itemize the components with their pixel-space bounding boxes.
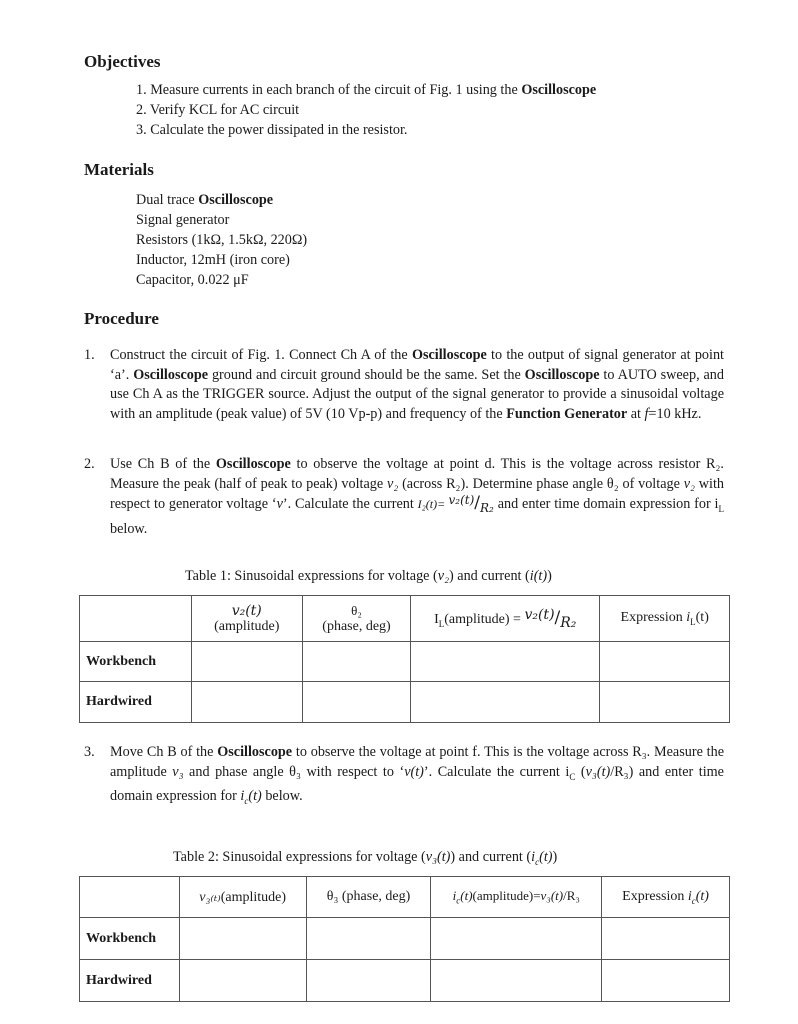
procedure-step-2	[84, 455, 724, 539]
table2-cell[interactable]	[431, 918, 602, 960]
table2-cell[interactable]	[179, 918, 306, 960]
table2-header-theta3: θ₃ (phase, deg)	[306, 877, 431, 918]
table1-header-v2: v₂(t) (amplitude)	[191, 596, 302, 642]
table1-cell[interactable]	[600, 682, 730, 723]
material-item-1: Dual trace Oscilloscope	[136, 192, 274, 208]
table2-header-row	[80, 877, 730, 918]
table1-cell[interactable]	[302, 682, 410, 723]
procedure-heading: Procedure	[84, 309, 159, 328]
table-row	[80, 960, 730, 1002]
table1-cell[interactable]	[191, 642, 302, 682]
table-row	[80, 682, 730, 723]
step-number: 2.	[84, 456, 95, 472]
material-item-4: Inductor, 12mH (iron core)	[136, 252, 290, 268]
table2-row-label-hardwired: Hardwired	[80, 960, 180, 1002]
step-number: 1.	[84, 347, 95, 363]
materials-heading: Materials	[84, 160, 154, 179]
material-item-5: Capacitor, 0.022 μF	[136, 272, 249, 288]
table2-cell[interactable]	[602, 918, 730, 960]
objective-item-3: 3. Calculate the power dissipated in the resistor.	[136, 122, 408, 138]
table1-row-label-hardwired: Hardwired	[80, 682, 192, 723]
table1-cell[interactable]	[191, 682, 302, 723]
table2-caption: Table 2: Sinusoidal expressions for voltage (v₃(t)) and current $(i_c(t))$	[173, 849, 558, 867]
table2-cell[interactable]	[431, 960, 602, 1002]
table1-header-il-amplitude: $I_L(amplitude) = v_2(t)/R_2$	[411, 596, 600, 642]
table1-cell[interactable]	[411, 682, 600, 723]
table1-header-expression: Expression $i_L(t)$	[600, 596, 730, 642]
procedure-step-3	[84, 743, 724, 811]
step-number: 3.	[84, 744, 95, 760]
table2-cell[interactable]	[179, 960, 306, 1002]
table-row	[80, 918, 730, 960]
table1-caption: Table 1: Sinusoidal expressions for voltage (v₂) and current (i(t))	[185, 568, 552, 584]
objectives-heading: Objectives	[84, 52, 161, 71]
table2	[79, 876, 730, 1002]
step-text: Move Ch B of the Oscilloscope to observe the voltage at point f. This is the voltage across R₃. Measure the amplitude v₃ and phase angle θ₃ with respect to ‘v(t)’. Calculate the current $i_C$ (v₃(t)/R₃) and enter time domain expression for $i_c(t)$ below.	[110, 744, 724, 806]
material-item-3: Resistors (1kΩ, 1.5kΩ, 220Ω)	[136, 232, 308, 248]
table2-header-expression: Expression $i_c(t)$	[602, 877, 730, 918]
table1-row-label-workbench: Workbench	[80, 642, 192, 682]
table2-cell[interactable]	[306, 960, 431, 1002]
objective-item-2: 2. Verify KCL for AC circuit	[136, 102, 300, 118]
table1	[79, 595, 730, 723]
table2-cell[interactable]	[602, 960, 730, 1002]
material-item-2: Signal generator	[136, 212, 230, 228]
table2-header-ic-amplitude: $i_c(t)(amplitude)=v_3(t)/R_3$	[431, 877, 602, 918]
table1-cell[interactable]	[302, 642, 410, 682]
objective-item-1: 1. Measure currents in each branch of the circuit of Fig. 1 using the Oscilloscope	[136, 82, 597, 98]
procedure-step-1	[84, 346, 724, 424]
table2-cell[interactable]	[306, 918, 431, 960]
table1-header-theta2: θ₂ (phase, deg)	[302, 596, 410, 642]
table1-header-empty	[80, 596, 192, 642]
table-row	[80, 642, 730, 682]
table1-cell[interactable]	[411, 642, 600, 682]
table1-cell[interactable]	[600, 642, 730, 682]
table2-header-empty	[80, 877, 180, 918]
step-text: Construct the circuit of Fig. 1. Connect Ch A of the Oscilloscope to the output of signal generator at point ‘a’. Oscilloscope ground and circuit ground should be the same. Set the Oscilloscope to AUTO sweep, and use Ch A as the TRIGGER source. Adjust the output of the signal generator to provide a sinusoidal voltage with an amplitude (peak value) of 5V (10 Vp-p) and frequency of the Function Generator at f=10 kHz.	[110, 347, 724, 422]
table2-header-v3: v₃₍ₜ₎(amplitude)	[179, 877, 306, 918]
step-text: Use Ch B of the Oscilloscope to observe the voltage at point d. This is the voltage across resistor R₂. Measure the peak (half of peak to peak) voltage v₂ (across R₂). Determine phase angle θ₂ of voltage v₂ with respect to generator voltage ‘v’. Calculate the current $I_2(t)= ^{v_2(t)}/_{R_2}$ and enter time domain expression for $i_L$ below.	[110, 456, 724, 537]
table2-row-label-workbench: Workbench	[80, 918, 180, 960]
table1-header-row	[80, 596, 730, 642]
